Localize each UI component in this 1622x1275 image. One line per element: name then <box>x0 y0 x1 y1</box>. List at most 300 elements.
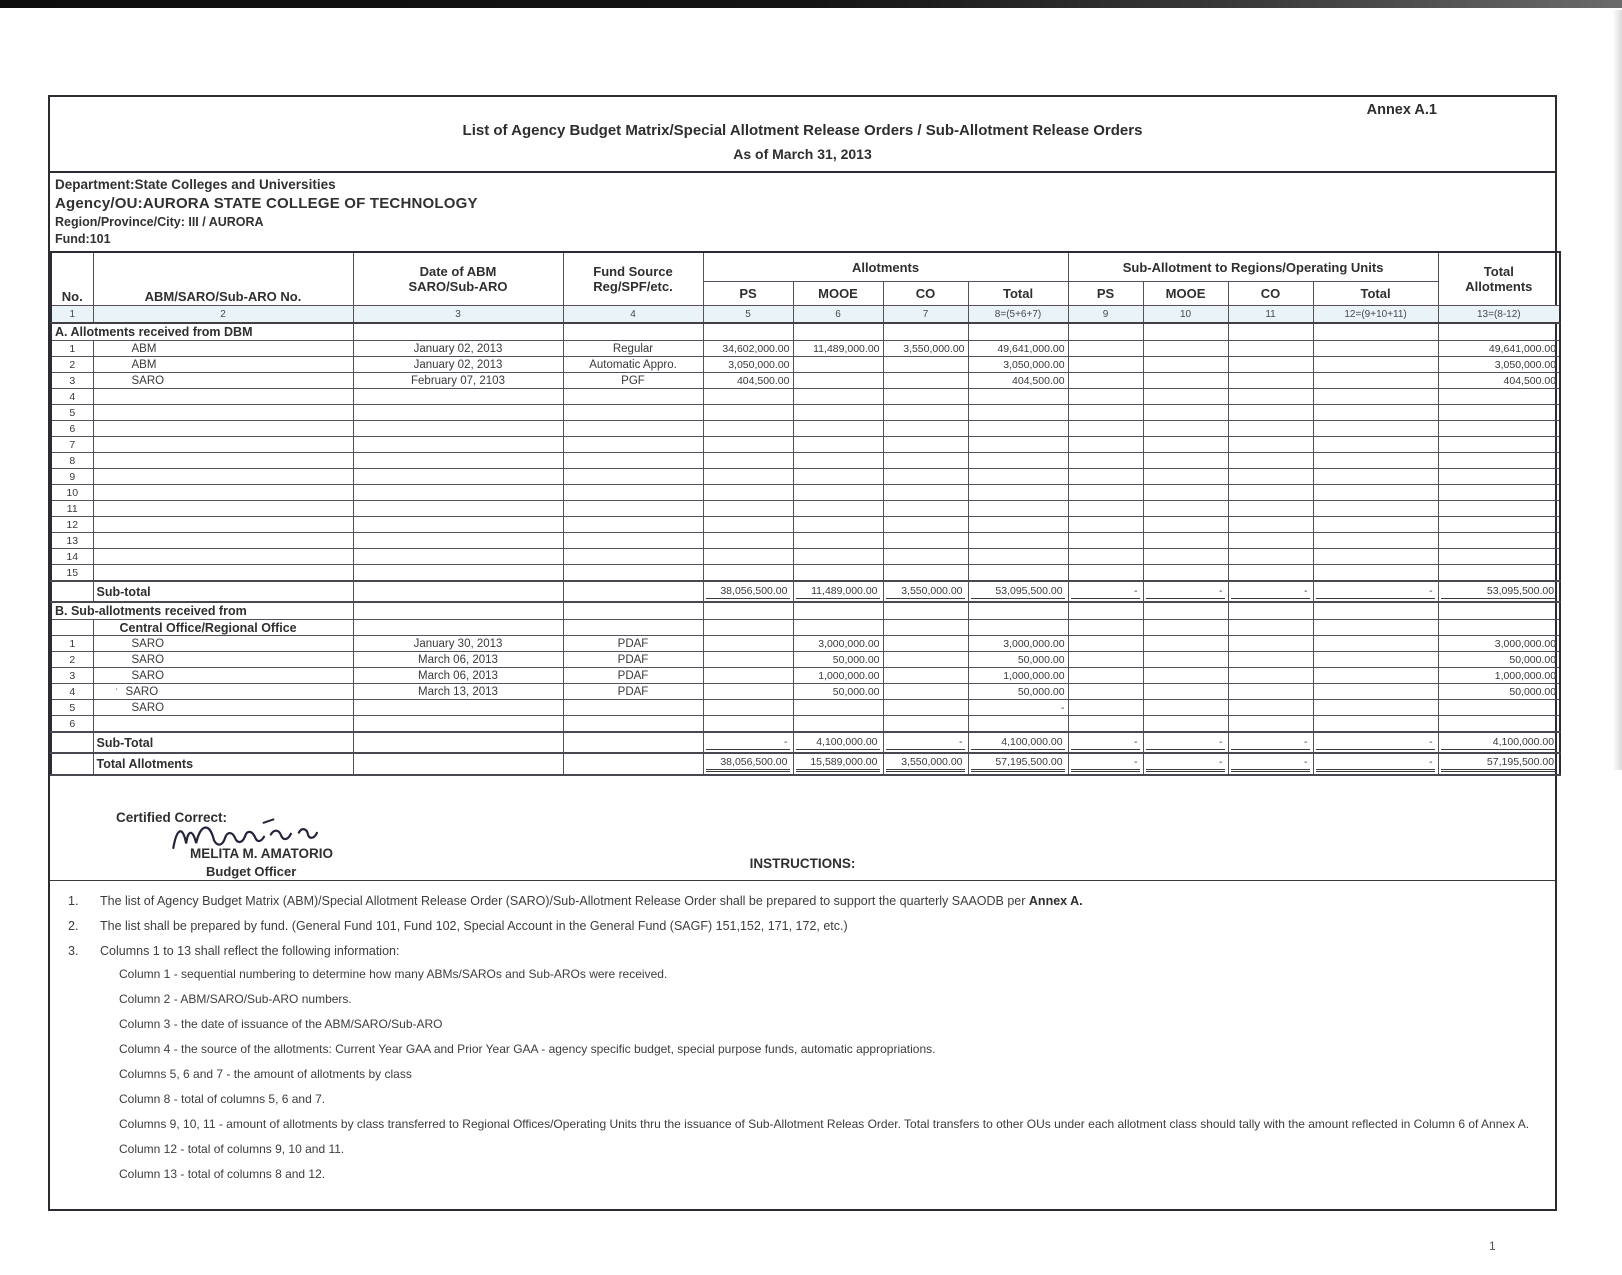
cell-ps <box>703 565 793 582</box>
cell-sub-total: - <box>1313 581 1438 602</box>
cell-total-allotments: 3,000,000.00 <box>1438 636 1560 652</box>
cell-fund-source <box>563 732 703 753</box>
page-number: 1 <box>1489 1239 1496 1253</box>
cell-abm-saro-no <box>93 501 353 517</box>
cell-fund-source <box>563 620 703 636</box>
column-note-9: Column 13 - total of columns 8 and 12. <box>119 1167 326 1182</box>
cell-co: 3,550,000.00 <box>883 753 968 775</box>
cell-fund-source: PDAF <box>563 636 703 652</box>
cell-ps <box>703 684 793 700</box>
instruction-item-2 <box>62 919 1547 933</box>
cell-sub-mooe <box>1143 453 1228 469</box>
cell-sub-total <box>1313 323 1438 341</box>
cell-sub-co <box>1228 323 1313 341</box>
cell-total: 404,500.00 <box>968 373 1068 389</box>
cell-abm-saro-no: Central Office/Regional Office <box>93 620 353 636</box>
cell-abm-saro-no <box>93 517 353 533</box>
table-row <box>51 357 1560 373</box>
cell-total-allotments <box>1438 565 1560 582</box>
cell-date: January 30, 2013 <box>353 636 563 652</box>
col-header-co: CO <box>883 282 968 306</box>
cell-total: 4,100,000.00 <box>968 732 1068 753</box>
certifier-title: Budget Officer <box>206 864 297 880</box>
cell-abm-saro-no: Sub-Total <box>93 732 353 753</box>
cell-date <box>353 437 563 453</box>
cell-no: 4 <box>51 389 93 405</box>
annex-label: Annex A.1 <box>1366 102 1437 118</box>
cell-sub-mooe <box>1143 716 1228 733</box>
cell-no: 5 <box>51 405 93 421</box>
table-row <box>51 700 1560 716</box>
cell-total-allotments <box>1438 533 1560 549</box>
cell-mooe <box>793 389 883 405</box>
cell-sub-mooe <box>1143 437 1228 453</box>
table-row <box>51 453 1560 469</box>
cell-mooe <box>793 700 883 716</box>
cell-fund-source <box>563 323 703 341</box>
col-header-no: No. <box>51 252 93 306</box>
cell-total <box>968 421 1068 437</box>
cell-sub-ps <box>1068 620 1143 636</box>
agency-line: Agency/OU:AURORA STATE COLLEGE OF TECHNOLOGY <box>55 195 478 213</box>
cell-no: 3 <box>51 373 93 389</box>
cell-sub-total <box>1313 405 1438 421</box>
cell-sub-total <box>1313 373 1438 389</box>
cell-sub-total <box>1313 485 1438 501</box>
cell-mooe: 50,000.00 <box>793 684 883 700</box>
cell-ps <box>703 636 793 652</box>
cell-co <box>883 373 968 389</box>
cell-fund-source: PDAF <box>563 684 703 700</box>
total-header-line2: Allotments <box>1465 279 1533 295</box>
cell-no: 8 <box>51 453 93 469</box>
cell-sub-mooe <box>1143 668 1228 684</box>
cell-total: 1,000,000.00 <box>968 668 1068 684</box>
cell-abm-saro-no <box>93 549 353 565</box>
cell-fund-source <box>563 421 703 437</box>
cell-sub-mooe <box>1143 652 1228 668</box>
cell-ps <box>703 453 793 469</box>
table-row <box>51 668 1560 684</box>
cell-sub-total <box>1313 684 1438 700</box>
cell-sub-total <box>1313 652 1438 668</box>
cell-sub-co: - <box>1228 581 1313 602</box>
cell-co <box>883 668 968 684</box>
cell-ps <box>703 700 793 716</box>
cell-fund-source <box>563 389 703 405</box>
cell-mooe <box>793 437 883 453</box>
allotments-table <box>50 251 1561 776</box>
cell-sub-co <box>1228 668 1313 684</box>
cell-total: 50,000.00 <box>968 684 1068 700</box>
table-row <box>51 652 1560 668</box>
cell-sub-mooe <box>1143 323 1228 341</box>
cell-fund-source <box>563 405 703 421</box>
cell-total-allotments: 4,100,000.00 <box>1438 732 1560 753</box>
fund-header-line1: Fund Source <box>593 264 673 280</box>
cell-no: 1 <box>51 636 93 652</box>
instructions-heading: INSTRUCTIONS: <box>749 856 856 872</box>
cell-total-allotments <box>1438 389 1560 405</box>
cell-total <box>968 405 1068 421</box>
cell-sub-co <box>1228 453 1313 469</box>
cell-date <box>353 549 563 565</box>
cell-abm-saro-no <box>93 389 353 405</box>
cell-co <box>883 636 968 652</box>
cell-total-allotments: 50,000.00 <box>1438 684 1560 700</box>
cell-date <box>353 533 563 549</box>
cell-date <box>353 453 563 469</box>
column-note-3: Column 3 - the date of issuance of the ABM/SARO/Sub-ARO <box>119 1017 443 1032</box>
cell-total-allotments <box>1438 453 1560 469</box>
col-number-4: 4 <box>563 306 703 324</box>
cell-sub-ps <box>1068 533 1143 549</box>
cell-date <box>353 469 563 485</box>
cell-mooe: 15,589,000.00 <box>793 753 883 775</box>
cell-sub-co <box>1228 533 1313 549</box>
cell-fund-source <box>563 549 703 565</box>
cell-sub-mooe <box>1143 373 1228 389</box>
certification-band <box>50 776 1555 881</box>
cell-sub-mooe <box>1143 341 1228 357</box>
cell-date: January 02, 2013 <box>353 341 563 357</box>
cell-sub-ps <box>1068 405 1143 421</box>
cell-total-allotments: 404,500.00 <box>1438 373 1560 389</box>
cell-no: 3 <box>51 668 93 684</box>
cell-co <box>883 357 968 373</box>
cell-no: 6 <box>51 421 93 437</box>
col-number-13: 13=(8-12) <box>1438 306 1560 324</box>
cell-ps <box>703 389 793 405</box>
cell-mooe <box>793 533 883 549</box>
cell-total-allotments: 53,095,500.00 <box>1438 581 1560 602</box>
cell-co <box>883 389 968 405</box>
cell-sub-ps <box>1068 700 1143 716</box>
cell-total <box>968 485 1068 501</box>
cell-sub-total <box>1313 357 1438 373</box>
cell-ps <box>703 652 793 668</box>
cell-ps <box>703 668 793 684</box>
cell-co <box>883 652 968 668</box>
cell-total-allotments <box>1438 469 1560 485</box>
column-note-1: Column 1 - sequential numbering to determine how many ABMs/SAROs and Sub-AROs were received. <box>119 967 668 982</box>
cell-total-allotments <box>1438 700 1560 716</box>
cell-fund-source: PGF <box>563 373 703 389</box>
cell-sub-ps <box>1068 684 1143 700</box>
cell-sub-total <box>1313 517 1438 533</box>
cell-date: February 07, 2103 <box>353 373 563 389</box>
cell-total <box>968 716 1068 733</box>
cell-sub-mooe <box>1143 636 1228 652</box>
subtotal-row <box>51 581 1560 602</box>
cell-co <box>883 602 968 620</box>
cell-co <box>883 323 968 341</box>
cell-sub-mooe <box>1143 684 1228 700</box>
cell-total-allotments: 49,641,000.00 <box>1438 341 1560 357</box>
cell-fund-source <box>563 565 703 582</box>
cell-sub-mooe <box>1143 421 1228 437</box>
instruction-item-3 <box>62 944 1547 958</box>
cell-fund-source <box>563 437 703 453</box>
cell-date <box>353 323 563 341</box>
cell-sub-ps <box>1068 389 1143 405</box>
col-number-1: 1 <box>51 306 93 324</box>
cell-sub-mooe <box>1143 405 1228 421</box>
cell-sub-total <box>1313 636 1438 652</box>
cell-co <box>883 453 968 469</box>
cell-no: 1 <box>51 341 93 357</box>
table-row <box>51 389 1560 405</box>
instructions-body <box>50 881 1555 1209</box>
cell-date <box>353 517 563 533</box>
col-header-sub-co: CO <box>1228 282 1313 306</box>
instruction-number: 1. <box>68 894 79 909</box>
col-number-5: 5 <box>703 306 793 324</box>
column-note-2: Column 2 - ABM/SARO/Sub-ARO numbers. <box>119 992 352 1007</box>
cell-abm-saro-no <box>93 533 353 549</box>
cell-co <box>883 565 968 582</box>
col-number-7: 7 <box>883 306 968 324</box>
col-number-3: 3 <box>353 306 563 324</box>
cell-sub-co <box>1228 405 1313 421</box>
col-header-total: Total <box>968 282 1068 306</box>
cell-sub-co <box>1228 373 1313 389</box>
cell-mooe <box>793 469 883 485</box>
cell-no: 14 <box>51 549 93 565</box>
cell-ps <box>703 485 793 501</box>
cell-total <box>968 323 1068 341</box>
cell-mooe <box>793 620 883 636</box>
cell-ps <box>703 620 793 636</box>
cell-ps <box>703 501 793 517</box>
cell-sub-total: - <box>1313 753 1438 775</box>
cell-fund-source: PDAF <box>563 652 703 668</box>
cell-sub-ps <box>1068 565 1143 582</box>
cell-mooe <box>793 517 883 533</box>
table-row <box>51 469 1560 485</box>
cell-sub-mooe <box>1143 565 1228 582</box>
col-header-sub-ps: PS <box>1068 282 1143 306</box>
cell-co <box>883 700 968 716</box>
cell-fund-source <box>563 485 703 501</box>
cell-total-allotments <box>1438 716 1560 733</box>
cell-total: 3,000,000.00 <box>968 636 1068 652</box>
instruction-text: The list shall be prepared by fund. (General Fund 101, Fund 102, Special Account in the General Fund (SAGF) 151,152, 171, 172, etc.) <box>100 919 848 934</box>
cell-ps: 3,050,000.00 <box>703 357 793 373</box>
cell-date <box>353 602 563 620</box>
cell-ps <box>703 602 793 620</box>
cell-total <box>968 620 1068 636</box>
scan-top-bar <box>0 0 1622 8</box>
cell-sub-total <box>1313 453 1438 469</box>
cell-no: 11 <box>51 501 93 517</box>
cell-sub-ps <box>1068 373 1143 389</box>
cell-sub-total <box>1313 341 1438 357</box>
instruction-item-1 <box>62 894 1547 908</box>
table-row <box>51 437 1560 453</box>
table-row <box>51 421 1560 437</box>
col-header-total-allotments <box>1438 252 1560 306</box>
cell-ps <box>703 469 793 485</box>
cell-sub-ps <box>1068 636 1143 652</box>
column-note-4: Column 4 - the source of the allotments: Current Year GAA and Prior Year GAA - agency specific budget, special purpose funds, automatic appropriations. <box>119 1042 936 1057</box>
cell-total-allotments <box>1438 323 1560 341</box>
cell-total: 49,641,000.00 <box>968 341 1068 357</box>
cell-sub-co <box>1228 700 1313 716</box>
cell-sub-co: - <box>1228 753 1313 775</box>
cell-total <box>968 565 1068 582</box>
cell-total: 57,195,500.00 <box>968 753 1068 775</box>
cell-co: - <box>883 732 968 753</box>
cell-sub-ps <box>1068 453 1143 469</box>
cell-sub-ps <box>1068 652 1143 668</box>
cell-abm-saro-no: SARO <box>93 652 353 668</box>
cell-total-allotments <box>1438 405 1560 421</box>
form-title: List of Agency Budget Matrix/Special Allotment Release Orders / Sub-Allotment Release Orders <box>462 122 1143 139</box>
table-row <box>51 549 1560 565</box>
col-number-6: 6 <box>793 306 883 324</box>
cell-mooe <box>793 405 883 421</box>
cell-no: 10 <box>51 485 93 501</box>
cell-sub-ps <box>1068 341 1143 357</box>
cell-sub-total <box>1313 700 1438 716</box>
cell-total <box>968 437 1068 453</box>
cell-co <box>883 684 968 700</box>
col-number-2: 2 <box>93 306 353 324</box>
cell-date: March 13, 2013 <box>353 684 563 700</box>
cell-abm-saro-no: ABM <box>93 357 353 373</box>
cell-sub-total <box>1313 421 1438 437</box>
cell-total <box>968 453 1068 469</box>
cell-sub-co <box>1228 501 1313 517</box>
section-header-row <box>51 323 1560 341</box>
cell-fund-source <box>563 501 703 517</box>
as-of-date: As of March 31, 2013 <box>733 146 872 162</box>
cell-co <box>883 405 968 421</box>
cell-co <box>883 716 968 733</box>
cell-date <box>353 501 563 517</box>
cell-total <box>968 389 1068 405</box>
subsection-header-row <box>51 620 1560 636</box>
scan-right-edge <box>1613 10 1622 770</box>
cell-sub-total <box>1313 620 1438 636</box>
cell-fund-source <box>563 469 703 485</box>
cell-sub-co <box>1228 620 1313 636</box>
cell-abm-saro-no <box>93 485 353 501</box>
cell-date <box>353 421 563 437</box>
cell-date <box>353 620 563 636</box>
cell-total <box>968 533 1068 549</box>
cell-co <box>883 549 968 565</box>
cell-abm-saro-no <box>93 405 353 421</box>
cell-fund-source <box>563 716 703 733</box>
instruction-number: 3. <box>68 944 79 959</box>
cell-sub-ps <box>1068 437 1143 453</box>
cell-co <box>883 437 968 453</box>
cell-mooe <box>793 323 883 341</box>
cell-sub-mooe <box>1143 620 1228 636</box>
certifier-name: MELITA M. AMATORIO <box>190 846 333 862</box>
cell-total-allotments <box>1438 437 1560 453</box>
cell-ps: 38,056,500.00 <box>703 753 793 775</box>
col-number-8: 8=(5+6+7) <box>968 306 1068 324</box>
fund-line: Fund:101 <box>55 232 111 247</box>
cell-sub-co <box>1228 437 1313 453</box>
cell-date: March 06, 2013 <box>353 652 563 668</box>
cell-date: March 06, 2013 <box>353 668 563 684</box>
cell-abm-saro-no <box>93 453 353 469</box>
column-note-6: Column 8 - total of columns 5, 6 and 7. <box>119 1092 326 1107</box>
cell-mooe: 50,000.00 <box>793 652 883 668</box>
cell-sub-ps <box>1068 469 1143 485</box>
cell-sub-mooe <box>1143 700 1228 716</box>
cell-sub-ps: - <box>1068 581 1143 602</box>
cell-date <box>353 716 563 733</box>
cell-fund-source <box>563 602 703 620</box>
cell-sub-total <box>1313 437 1438 453</box>
cell-total-allotments <box>1438 517 1560 533</box>
cell-total <box>968 517 1068 533</box>
cell-sub-co <box>1228 517 1313 533</box>
cell-sub-mooe <box>1143 602 1228 620</box>
cell-sub-co <box>1228 485 1313 501</box>
cell-no: 7 <box>51 437 93 453</box>
cell-co: 3,550,000.00 <box>883 341 968 357</box>
cell-mooe <box>793 453 883 469</box>
cell-ps <box>703 517 793 533</box>
col-header-ps: PS <box>703 282 793 306</box>
cell-mooe <box>793 357 883 373</box>
cell-total-allotments <box>1438 421 1560 437</box>
cell-sub-ps <box>1068 421 1143 437</box>
cell-no <box>51 620 93 636</box>
cell-co <box>883 485 968 501</box>
cell-abm-saro-no <box>93 437 353 453</box>
cell-sub-total <box>1313 716 1438 733</box>
cell-total <box>968 602 1068 620</box>
cell-fund-source: Regular <box>563 341 703 357</box>
cell-abm-saro-no <box>93 716 353 733</box>
cell-mooe: 4,100,000.00 <box>793 732 883 753</box>
cell-fund-source <box>563 517 703 533</box>
cell-mooe <box>793 485 883 501</box>
cell-ps <box>703 716 793 733</box>
cell-co: 3,550,000.00 <box>883 581 968 602</box>
date-header-line2: SARO/Sub-ARO <box>408 279 508 295</box>
column-note-7: Columns 9, 10, 11 - amount of allotments by class transferred to Regional Offices/Operating Units thru the issuance of Sub-Allotment Releas Order. Total transfers to other OUs under each allotment class should tally with the amount reflected in Column 6 of Annex A. <box>119 1117 1530 1132</box>
table-row <box>51 405 1560 421</box>
col-header-abm-saro-no: ABM/SARO/Sub-ARO No. <box>93 252 353 306</box>
table-row <box>51 636 1560 652</box>
cell-sub-mooe <box>1143 357 1228 373</box>
region-line: Region/Province/City: III / AURORA <box>55 214 264 229</box>
cell-date <box>353 565 563 582</box>
cell-co <box>883 517 968 533</box>
cell-total-allotments <box>1438 549 1560 565</box>
cell-sub-ps <box>1068 357 1143 373</box>
cell-sub-co <box>1228 421 1313 437</box>
cell-date <box>353 732 563 753</box>
cell-fund-source: PDAF <box>563 668 703 684</box>
section-header-row <box>51 602 1560 620</box>
cell-sub-ps: - <box>1068 753 1143 775</box>
instruction-text: The list of Agency Budget Matrix (ABM)/Special Allotment Release Order (SARO)/Sub-Allotment Release Order shall be prepared to support the quarterly SAAODB per Annex A. <box>100 894 1083 909</box>
cell-sub-co <box>1228 636 1313 652</box>
cell-total-allotments: 1,000,000.00 <box>1438 668 1560 684</box>
cell-sub-total: - <box>1313 732 1438 753</box>
cell-ps <box>703 323 793 341</box>
cell-fund-source: Automatic Appro. <box>563 357 703 373</box>
